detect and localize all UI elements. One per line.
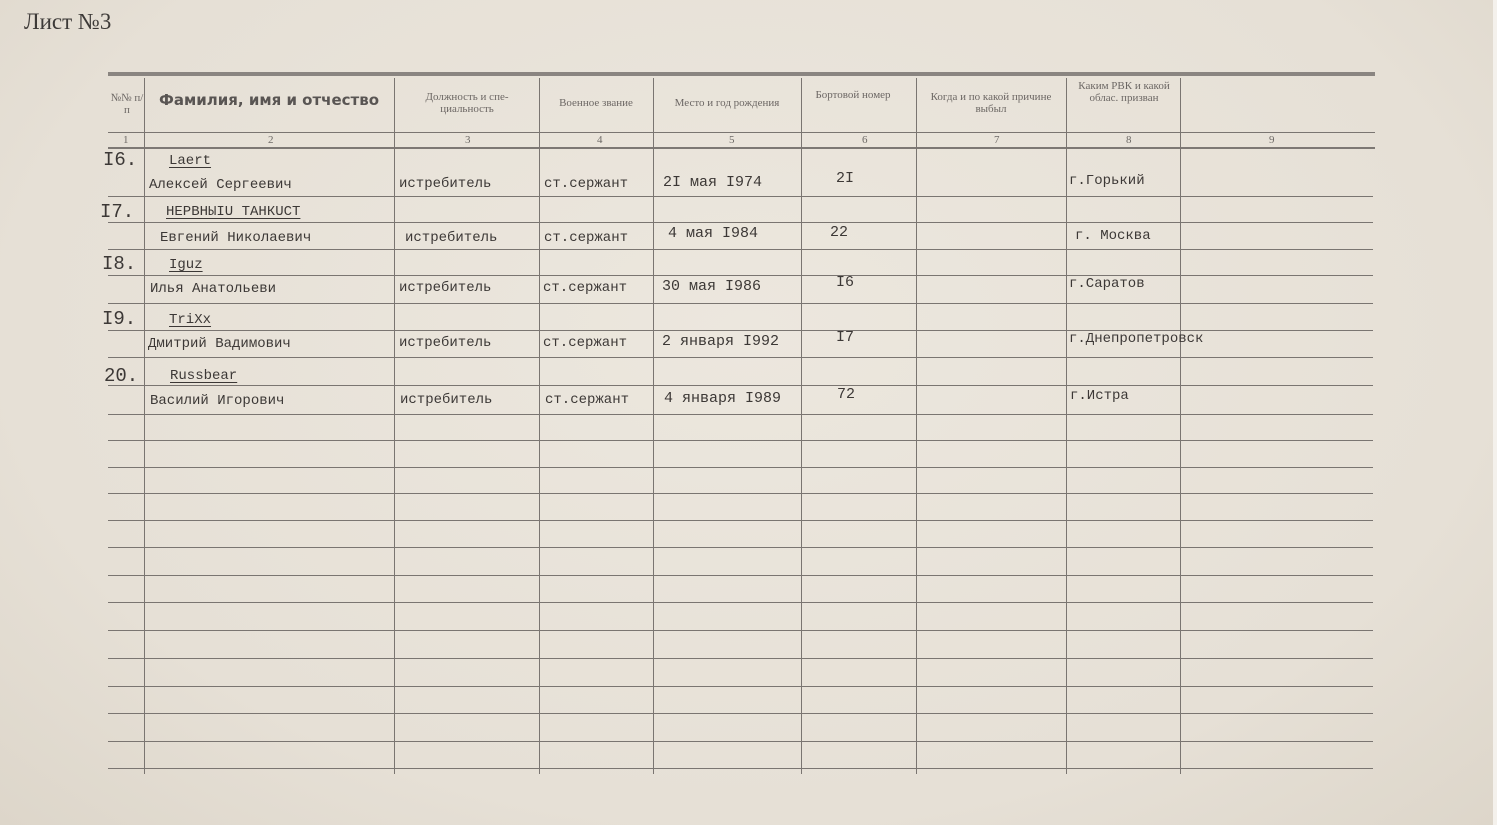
ledger-line (108, 630, 1373, 631)
sheet-title: Лист №3 (24, 9, 112, 34)
row-number: I6. (103, 149, 138, 171)
position: истребитель (400, 392, 493, 408)
col-number-9: 9 (1269, 134, 1275, 146)
board-number: 2I (836, 170, 855, 187)
col-divider-4 (653, 78, 654, 774)
col-divider-5 (801, 78, 802, 774)
birth-date: 30 мая I986 (662, 278, 762, 295)
board-number: I7 (836, 329, 855, 346)
ledger-line (108, 686, 1373, 687)
full-name: Евгений Николаевич (160, 230, 312, 246)
rank: ст.сержант (543, 280, 628, 296)
ledger-line (108, 222, 1373, 223)
col-divider-8 (1180, 78, 1181, 774)
ledger-line (108, 741, 1373, 742)
callsign: Russbear (170, 368, 238, 384)
board-number: 72 (837, 386, 856, 403)
full-name: Алексей Сергеевич (149, 177, 292, 193)
rank: ст.сержант (544, 230, 629, 246)
ledger-line (108, 658, 1373, 659)
header-col-3: Должность и спе- циальность (425, 91, 509, 115)
city: г.Саратов (1069, 276, 1145, 292)
row-number: I8. (102, 253, 137, 275)
header-col-7: Когда и по какой причине выбыл (930, 91, 1052, 115)
position: истребитель (405, 230, 498, 246)
col-divider-2 (394, 78, 395, 774)
full-name: Дмитрий Вадимович (148, 336, 291, 352)
col-number-5: 5 (729, 134, 735, 146)
header-col-4: Военное звание (559, 97, 633, 109)
header-col-2: Фамилия, имя и отчество (159, 91, 380, 109)
full-name: Илья Анатольеви (150, 281, 277, 297)
header-col-5: Место и год рождения (674, 97, 780, 109)
col-number-8: 8 (1126, 134, 1132, 146)
rank: ст.сержант (544, 176, 629, 192)
ledger-line (108, 275, 1373, 276)
position: истребитель (399, 335, 492, 351)
city: г. Москва (1075, 228, 1151, 244)
callsign: НЕРВНЫIU ТАНКUСТ (166, 204, 301, 220)
row-number: I7. (100, 201, 135, 223)
position: истребитель (399, 280, 492, 296)
col-number-7: 7 (994, 134, 1000, 146)
ledger-line (108, 467, 1373, 468)
header-bottom-rule (108, 147, 1375, 149)
header-col-8: Каким РВК и какой облас. призван (1078, 80, 1170, 104)
col-divider-1 (144, 78, 145, 774)
birth-date: 2I мая I974 (663, 174, 763, 191)
ledger-line (108, 303, 1373, 304)
city: г.Днепропетровск (1069, 331, 1204, 347)
ledger-line (108, 414, 1373, 415)
row-number: I9. (102, 308, 137, 330)
board-number: 22 (830, 224, 849, 241)
col-number-2: 2 (268, 134, 274, 146)
city: г.Горький (1069, 173, 1145, 189)
ledger-line (108, 440, 1373, 441)
col-number-6: 6 (862, 134, 868, 146)
table-top-rule (108, 72, 1375, 76)
rank: ст.сержант (545, 392, 630, 408)
col-divider-7 (1066, 78, 1067, 774)
position: истребитель (399, 176, 492, 192)
col-number-1: 1 (123, 134, 129, 146)
ledger-line (108, 547, 1373, 548)
ledger-line (108, 575, 1373, 576)
city: г.Истра (1070, 388, 1129, 404)
col-divider-3 (539, 78, 540, 774)
callsign: Iguz (169, 257, 203, 273)
ledger-line (108, 493, 1373, 494)
ledger-line (108, 768, 1373, 769)
row-number: 20. (104, 365, 139, 387)
col-number-3: 3 (465, 134, 471, 146)
ledger-line (108, 520, 1373, 521)
callsign: TriXx (169, 312, 212, 328)
callsign: Laert (169, 153, 212, 169)
page-edge (1493, 0, 1497, 825)
ledger-line (108, 385, 1373, 386)
board-number: I6 (836, 274, 855, 291)
col-divider-6 (916, 78, 917, 774)
col-number-4: 4 (597, 134, 603, 146)
header-col-6: Бортовой номер (815, 89, 891, 101)
header-col-1: №№ п/п (110, 92, 144, 116)
ledger-line (108, 602, 1373, 603)
ledger-line (108, 196, 1373, 197)
full-name: Василий Игорович (150, 393, 285, 409)
ledger-line (108, 249, 1373, 250)
header-mid-rule (108, 132, 1375, 133)
ledger-line (108, 713, 1373, 714)
birth-date: 2 января I992 (662, 333, 780, 350)
rank: ст.сержант (543, 335, 628, 351)
birth-date: 4 января I989 (664, 390, 782, 407)
ledger-line (108, 357, 1373, 358)
birth-date: 4 мая I984 (668, 225, 759, 242)
